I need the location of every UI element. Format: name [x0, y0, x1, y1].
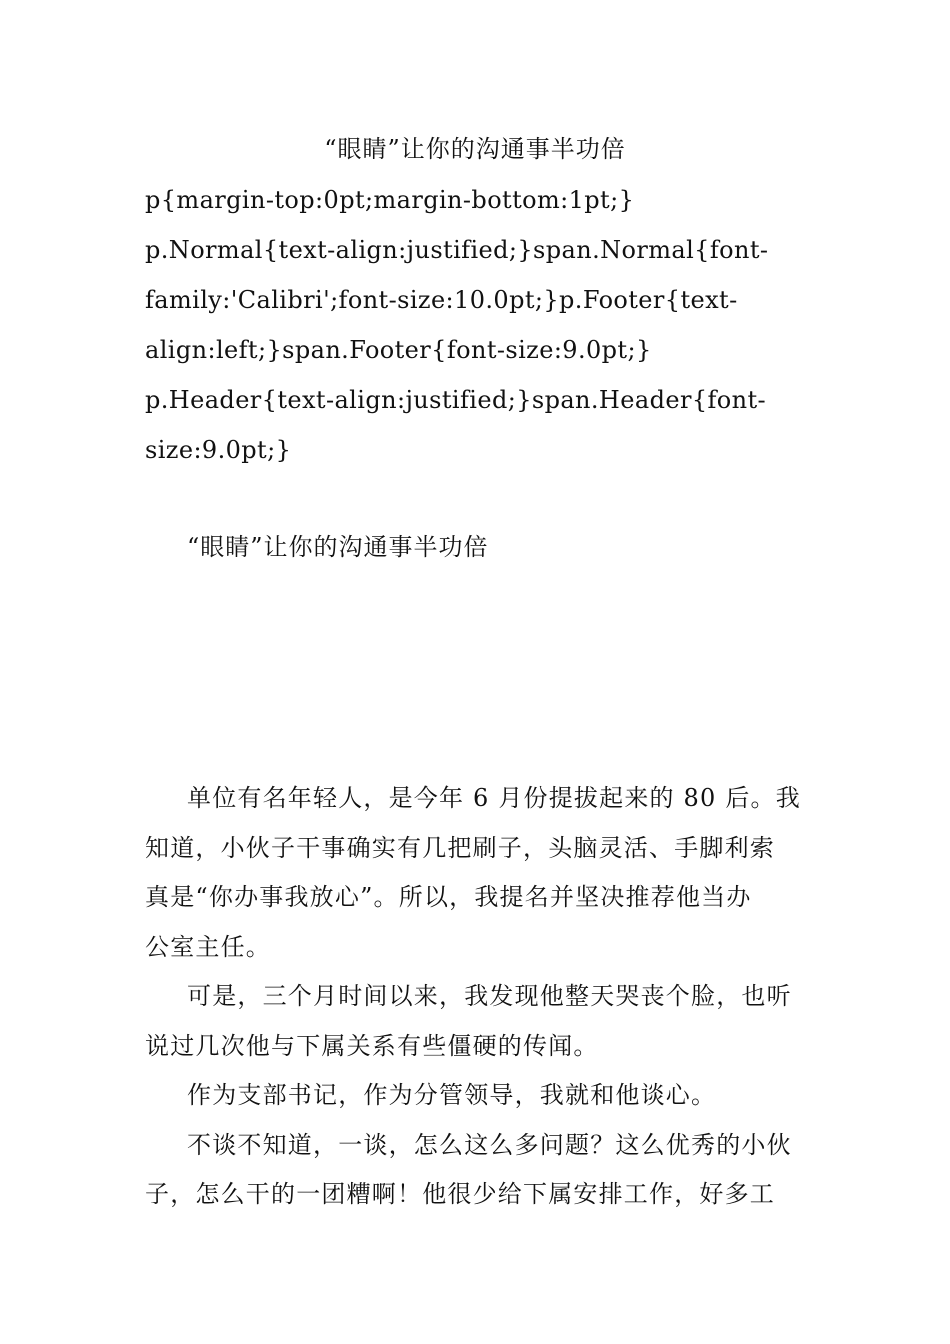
css-line: p.Normal{text-align:justified;}span.Normal{font-	[145, 236, 769, 264]
css-line: p.Header{text-align:justified;}span.Header{font-	[145, 386, 767, 414]
paragraph-line: 单位有名年轻人，是今年 6 月份提拔起来的 80 后。我	[187, 784, 801, 812]
document-title: “眼睛”让你的沟通事半功倍	[324, 135, 626, 163]
paragraph-line: 公室主任。	[145, 932, 271, 961]
paragraph-line: 不谈不知道，一谈，怎么这么多问题？这么优秀的小伙	[187, 1130, 792, 1159]
paragraph-line: 可是，三个月时间以来，我发现他整天哭丧个脸，也听	[187, 982, 792, 1010]
paragraph-line: 真是“你办事我放心”。所以，我提名并坚决推荐他当办	[145, 883, 752, 911]
css-line: p{margin-top:0pt;margin-bottom:1pt;}	[145, 186, 635, 214]
css-line: align:left;}span.Footer{font-size:9.0pt;}	[145, 336, 652, 364]
body-text	[145, 774, 807, 1220]
paragraph-line: 子，怎么干的一团糟啊！他很少给下属安排工作，好多工	[145, 1180, 775, 1208]
paragraph-line: 知道，小伙子干事确实有几把刷子，头脑灵活、手脚利索	[145, 833, 775, 862]
css-line: size:9.0pt;}	[145, 436, 292, 464]
paragraph-line: 作为支部书记，作为分管领导，我就和他谈心。	[187, 1081, 717, 1109]
paragraph-line: 说过几次他与下属关系有些僵硬的传闻。	[145, 1031, 599, 1060]
document-subtitle: “眼睛”让你的沟通事半功倍	[187, 533, 489, 561]
css-style-text	[145, 175, 805, 475]
css-line: family:'Calibri';font-size:10.0pt;}p.Footer{text-	[145, 286, 738, 314]
